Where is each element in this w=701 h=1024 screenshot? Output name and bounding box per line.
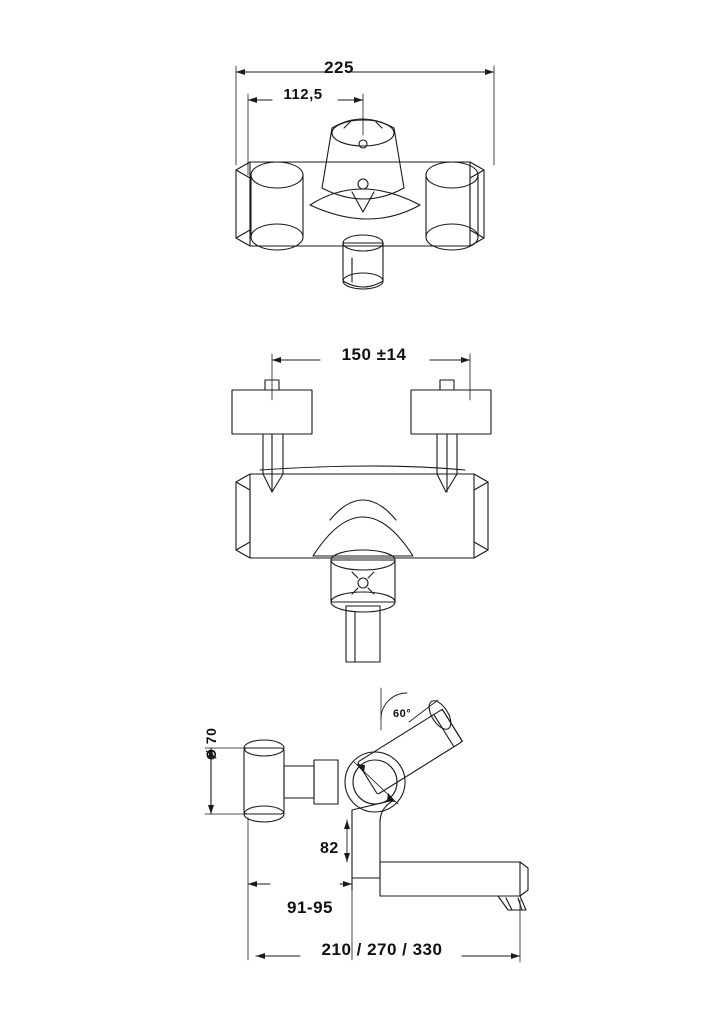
dimension-label-spout-height: 82 xyxy=(320,840,339,857)
dimension-label-handle-angle: 60° xyxy=(393,708,412,720)
front-view-group xyxy=(232,354,491,662)
top-view-group xyxy=(236,66,494,289)
dimension-label-overall-width: 225 xyxy=(324,58,354,77)
dimension-label-spout-length-options: 210 / 270 / 330 xyxy=(321,940,443,959)
side-view-group xyxy=(205,688,528,962)
dimension-label-center-offset: 112,5 xyxy=(283,86,323,103)
dimension-label-handle-diameter: Ø 70 xyxy=(203,727,219,760)
dimension-label-wall-projection: 91-95 xyxy=(287,898,333,917)
dimension-label-inlet-center-distance: 150 ±14 xyxy=(341,345,407,364)
